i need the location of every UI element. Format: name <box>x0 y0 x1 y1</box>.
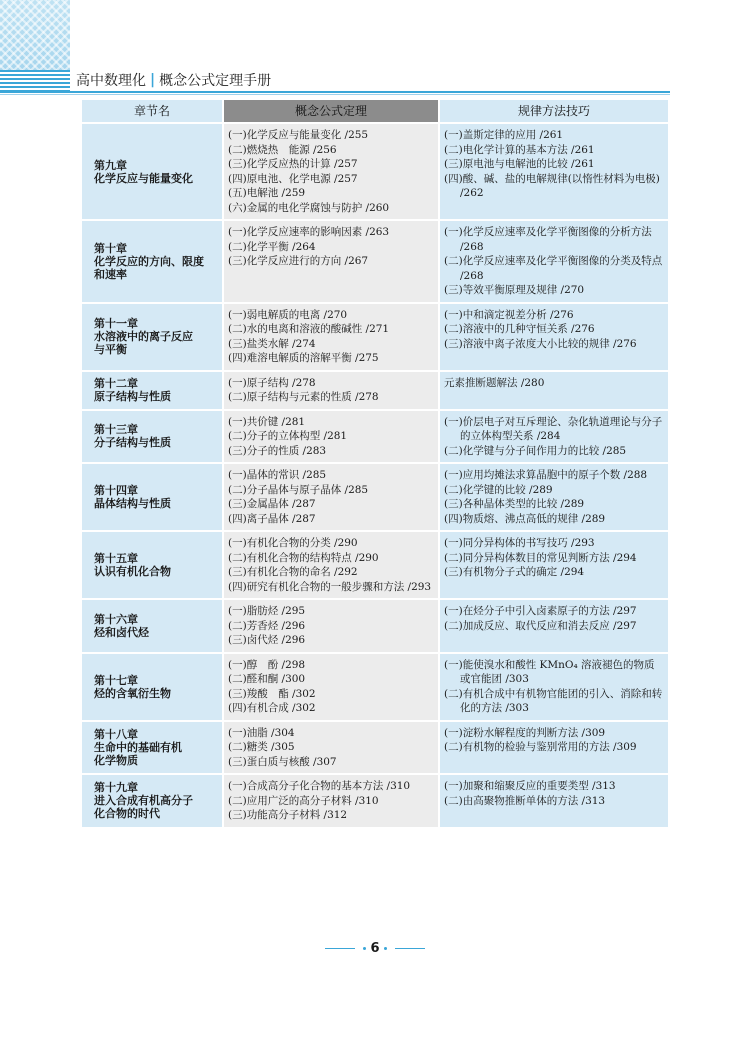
methods-cell <box>440 775 668 827</box>
corner-stripes <box>0 70 70 92</box>
concept-item: (四)难溶电解质的溶解平衡 /275 <box>228 352 379 364</box>
concept-item: (一)弱电解质的电离 /270 <box>228 308 348 321</box>
chapter-title-line: 水溶液中的离子反应 <box>94 330 193 343</box>
method-item: (三)等效平衡原理及规律 /270 <box>444 284 585 296</box>
concept-item: (六)金属的电化学腐蚀与防护 /260 <box>228 201 390 214</box>
chapter-cell <box>82 600 222 652</box>
concept-item: (三)化学反应热的计算 /257 <box>228 158 358 170</box>
concept-item: (二)化学平衡 /264 <box>228 240 316 253</box>
chapter-title-line: 第十二章 <box>94 377 138 390</box>
page-footer <box>0 938 750 958</box>
methods-cell <box>440 221 668 302</box>
concept-item: (三)卤代烃 /296 <box>228 634 306 646</box>
chapter-title-line: 和速率 <box>94 267 127 281</box>
table-row <box>82 532 668 598</box>
method-item: (三)溶液中离子浓度大小比较的规律 /276 <box>444 337 637 350</box>
method-item: (二)加成反应、取代反应和消去反应 /297 <box>444 619 637 632</box>
concept-item: (二)芳香烃 /296 <box>228 619 306 632</box>
method-item: (二)溶液中的几种守恒关系 /276 <box>444 323 595 335</box>
table-row <box>82 654 668 720</box>
chapter-title-line: 晶体结构与性质 <box>94 497 171 510</box>
method-item: (一)中和滴定视差分析 /276 <box>444 308 574 321</box>
concepts-cell <box>224 532 438 598</box>
methods-cell <box>440 532 668 598</box>
chapter-title-line: 第十一章 <box>94 317 138 330</box>
concepts-cell <box>224 600 438 652</box>
methods-cell <box>440 304 668 370</box>
method-item: (一)盖斯定律的应用 /261 <box>444 129 564 141</box>
chapter-title-line: 第十七章 <box>94 673 138 687</box>
method-item: (一)应用均摊法求算晶胞中的原子个数 /288 <box>444 469 648 481</box>
methods-cell <box>440 124 668 219</box>
concept-item: (一)共价键 /281 <box>228 415 306 428</box>
concept-item: (二)原子结构与元素的性质 /278 <box>228 391 379 403</box>
header-separator: | <box>150 72 156 88</box>
section-title: 概念公式定理手册 <box>159 73 272 89</box>
methods-cell <box>440 372 668 409</box>
concepts-cell <box>224 722 438 774</box>
concept-item: (四)原电池、化学电源 /257 <box>228 172 358 185</box>
method-item: (一)在烃分子中引入卤素原子的方法 /297 <box>444 605 637 617</box>
concept-item: (三)化学反应进行的方向 /267 <box>228 255 369 267</box>
chapter-title-line: 化学反应的方向、限度 <box>94 254 204 268</box>
method-item: (二)化学键与分子间作用力的比较 /285 <box>444 444 627 457</box>
chapter-cell <box>82 304 222 370</box>
concept-item: (三)功能高分子材料 /312 <box>228 809 348 821</box>
method-item: (三)原电池与电解池的比较 /261 <box>444 158 595 170</box>
concepts-cell <box>224 654 438 720</box>
concept-item: (二)醛和酮 /300 <box>228 673 306 685</box>
method-item: (一)同分异构体的书写技巧 /293 <box>444 537 595 549</box>
concept-item: (二)有机化合物的结构特点 /290 <box>228 551 379 564</box>
method-item: (四)酸、碱、盐的电解规律(以惰性材料为电极) /262 <box>444 172 660 199</box>
concept-item: (一)脂肪烃 /295 <box>228 605 306 617</box>
chapter-title-line: 第十章 <box>94 241 127 255</box>
concept-item: (三)羧酸 酯 /302 <box>228 687 316 700</box>
chapter-title-line: 与平衡 <box>94 343 127 356</box>
concept-item: (一)化学反应速率的影响因素 /263 <box>228 226 390 238</box>
concepts-cell <box>224 221 438 302</box>
chapter-cell <box>82 654 222 720</box>
concepts-cell <box>224 411 438 463</box>
methods-cell <box>440 600 668 652</box>
method-item: (二)有机合成中有机物官能团的引入、消除和转化的方法 /303 <box>444 687 663 714</box>
chapter-title-line: 化学物质 <box>94 753 138 767</box>
concept-item: (二)分子晶体与原子晶体 /285 <box>228 483 369 496</box>
running-header <box>76 70 670 90</box>
table-row <box>82 722 668 774</box>
concept-item: (三)金属晶体 /287 <box>228 498 316 510</box>
table-row <box>82 221 668 302</box>
table-row <box>82 372 668 409</box>
method-item: (三)各种晶体类型的比较 /289 <box>444 498 585 510</box>
concept-item: (一)合成高分子化合物的基本方法 /310 <box>228 780 411 792</box>
chapter-title-line: 生命中的基础有机 <box>94 740 182 754</box>
chapter-cell <box>82 411 222 463</box>
methods-cell <box>440 654 668 720</box>
chapter-title-line: 烃的含氧衍生物 <box>94 686 171 700</box>
concept-item: (三)蛋白质与核酸 /307 <box>228 755 337 768</box>
concept-item: (二)分子的立体构型 /281 <box>228 430 348 442</box>
chapter-cell <box>82 372 222 409</box>
chapter-title-line: 第十三章 <box>94 423 138 437</box>
concept-item: (四)离子晶体 /287 <box>228 512 316 525</box>
chapter-title-line: 第十九章 <box>94 781 138 795</box>
table-row <box>82 464 668 530</box>
concept-item: (一)晶体的常识 /285 <box>228 469 327 481</box>
concepts-cell <box>224 124 438 219</box>
table-row <box>82 600 668 652</box>
chapter-cell <box>82 775 222 827</box>
table-header-row <box>82 100 668 122</box>
concept-item: (四)研究有机化合物的一般步骤和方法 /293 <box>228 580 432 593</box>
chapter-cell <box>82 722 222 774</box>
method-item: 元素推断题解法 /280 <box>444 376 545 389</box>
header-methods: 规律方法技巧 <box>440 100 668 122</box>
concept-item: (一)油脂 /304 <box>228 726 295 739</box>
table-row <box>82 411 668 463</box>
methods-cell <box>440 464 668 530</box>
methods-cell <box>440 411 668 463</box>
methods-cell <box>440 722 668 774</box>
concepts-cell <box>224 372 438 409</box>
method-item: (四)物质熔、沸点高低的规律 /289 <box>444 512 606 525</box>
concept-item: (一)化学反应与能量变化 /255 <box>228 129 369 141</box>
concept-item: (二)燃烧热 能源 /256 <box>228 143 337 156</box>
chapter-cell <box>82 221 222 302</box>
chapter-title-line: 第十四章 <box>94 484 138 497</box>
method-item: (一)加聚和缩聚反应的重要类型 /313 <box>444 780 616 792</box>
concept-item: (一)醇 酚 /298 <box>228 658 306 671</box>
table-row <box>82 775 668 827</box>
method-item: (一)能使溴水和酸性 KMnO₄ 溶液褪色的物质或官能团 /303 <box>444 658 655 685</box>
footer-dot-right <box>384 947 387 950</box>
concept-item: (三)盐类水解 /274 <box>228 337 316 350</box>
chapter-title-line: 认识有机化合物 <box>94 565 171 578</box>
chapter-title-line: 第十八章 <box>94 727 138 741</box>
concepts-cell <box>224 304 438 370</box>
method-item: (二)由高聚物推断单体的方法 /313 <box>444 794 606 807</box>
chapter-title-line: 分子结构与性质 <box>94 436 171 450</box>
chapter-title-line: 第十五章 <box>94 552 138 565</box>
chapter-title-line: 化学反应与能量变化 <box>94 171 193 185</box>
concept-item: (二)糖类 /305 <box>228 741 295 753</box>
chapter-cell <box>82 464 222 530</box>
concept-item: (一)有机化合物的分类 /290 <box>228 537 358 549</box>
concept-item: (二)应用广泛的高分子材料 /310 <box>228 794 379 807</box>
header-rule <box>0 91 670 93</box>
contents-table <box>80 98 670 829</box>
method-item: (三)有机物分子式的确定 /294 <box>444 566 585 578</box>
header-chapter: 章节名 <box>82 100 222 122</box>
chapter-cell <box>82 124 222 219</box>
method-item: (一)淀粉水解程度的判断方法 /309 <box>444 726 606 739</box>
concepts-cell <box>224 775 438 827</box>
footer-dash-right <box>395 948 425 949</box>
chapter-title-line: 第九章 <box>94 158 127 172</box>
chapter-title-line: 原子结构与性质 <box>94 390 171 403</box>
header-concepts: 概念公式定理 <box>224 100 438 122</box>
concept-item: (三)分子的性质 /283 <box>228 444 327 457</box>
table-row <box>82 124 668 219</box>
method-item: (二)化学反应速率及化学平衡图像的分类及特点 /268 <box>444 255 663 282</box>
method-item: (二)电化学计算的基本方法 /261 <box>444 143 595 156</box>
method-item: (二)化学键的比较 /289 <box>444 483 553 496</box>
concepts-cell <box>224 464 438 530</box>
footer-dash-left <box>325 948 355 949</box>
method-item: (一)价层电子对互斥理论、杂化轨道理论与分子的立体构型关系 /284 <box>444 415 663 442</box>
chapter-title-line: 烃和卤代烃 <box>94 625 149 639</box>
concept-item: (四)有机合成 /302 <box>228 702 316 714</box>
book-title: 高中数理化 <box>76 73 146 89</box>
chapter-title-line: 进入合成有机高分子 <box>94 794 193 808</box>
method-item: (一)化学反应速率及化学平衡图像的分析方法 /268 <box>444 226 652 253</box>
table-row <box>82 304 668 370</box>
chapter-title-line: 化合物的时代 <box>94 807 160 821</box>
method-item: (二)同分异构体数目的常见判断方法 /294 <box>444 551 637 564</box>
chapter-title-line: 第十六章 <box>94 612 138 626</box>
concept-item: (一)原子结构 /278 <box>228 376 316 389</box>
concept-item: (三)有机化合物的命名 /292 <box>228 566 358 578</box>
page-number: 6 <box>370 940 380 956</box>
chapter-cell <box>82 532 222 598</box>
footer-dot-left <box>363 947 366 950</box>
method-item: (二)有机物的检验与鉴别常用的方法 /309 <box>444 741 637 753</box>
concept-item: (二)水的电离和溶液的酸碱性 /271 <box>228 323 390 335</box>
header-rule-thin <box>0 94 670 95</box>
concept-item: (五)电解池 /259 <box>228 187 306 199</box>
